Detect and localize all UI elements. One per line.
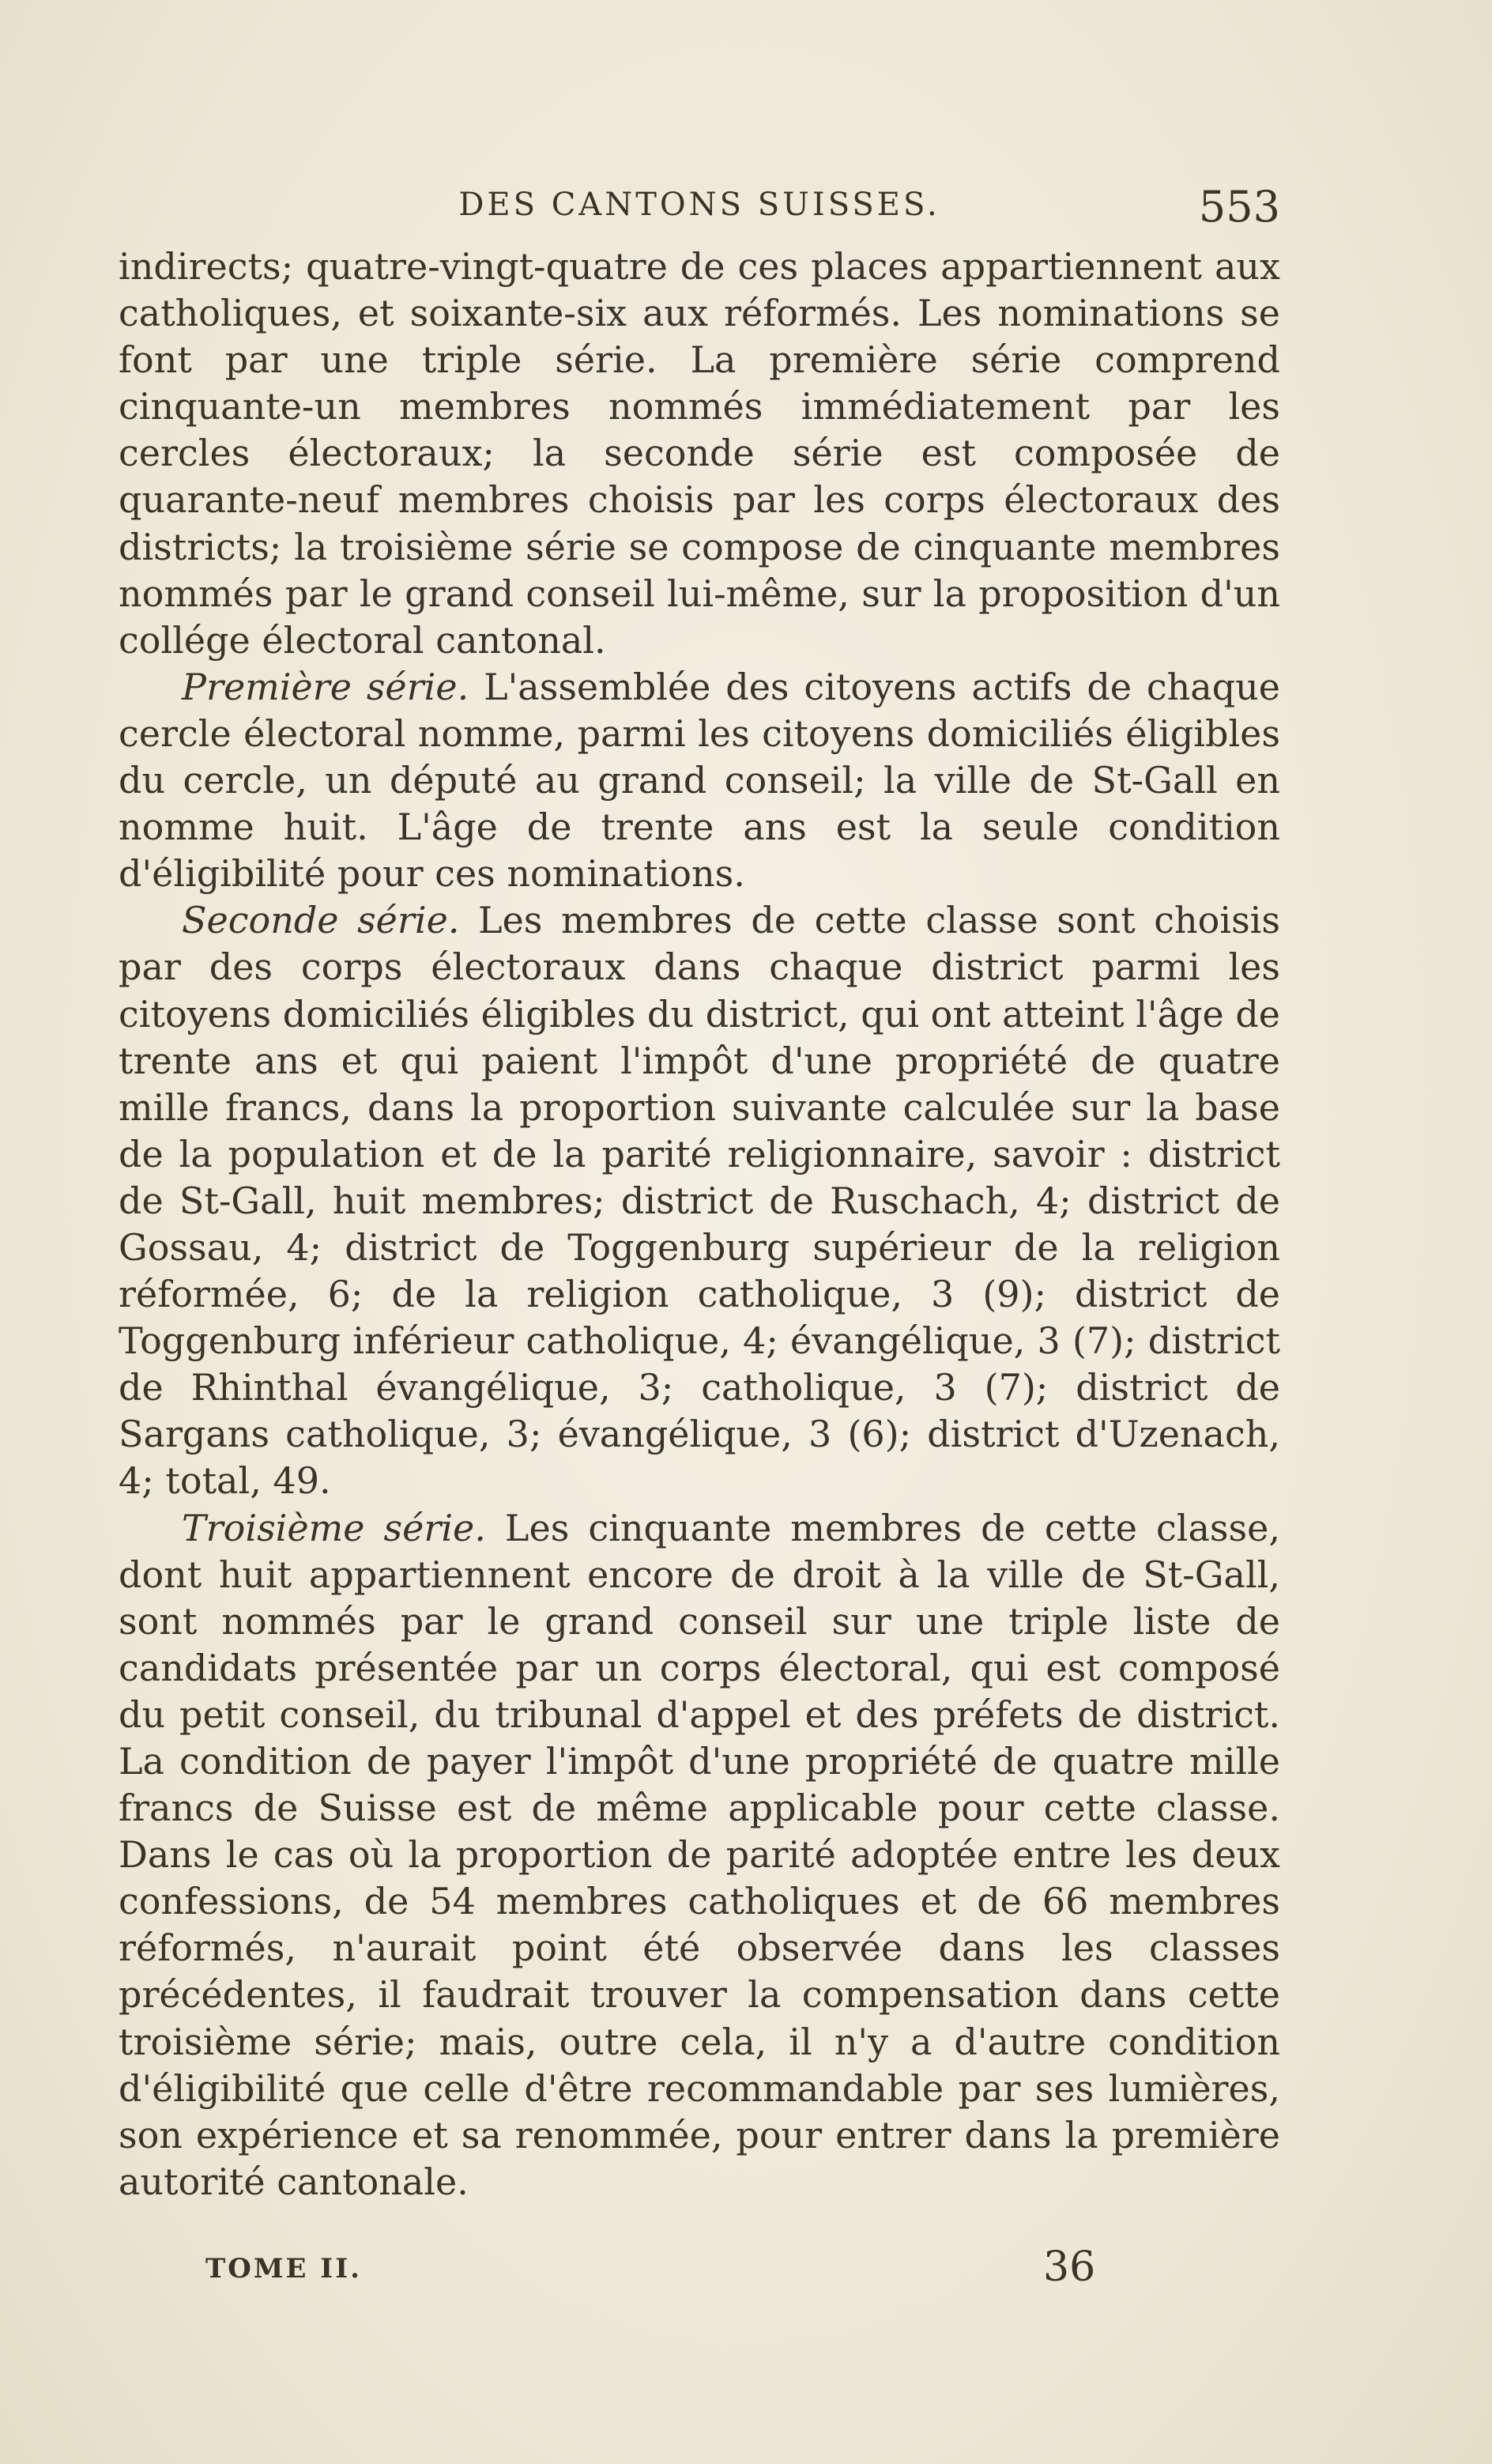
signature-number: 36 bbox=[1043, 2243, 1096, 2291]
paragraph-premiere-serie bbox=[119, 664, 1280, 897]
page-number: 553 bbox=[1198, 182, 1280, 232]
paragraph-troisieme-serie bbox=[119, 1505, 1280, 2206]
paragraph-seconde-serie bbox=[119, 897, 1280, 1504]
page-footer bbox=[119, 2243, 1280, 2299]
paragraph-continuation: indirects; quatre-vingt-quatre de ces places appartiennent aux catholiques, et soixante-six aux réformés. Les nominations se font par une triple série. La première série comprend cinquante-un membres nommés immédiatement par les cercles électoraux; la seconde série est composée de quarante-neuf membres choisis par les corps électoraux des districts; la troisième série se compose de cinquante membres nommés par le grand conseil lui-même, sur la proposition d'un collége électoral cantonal. bbox=[119, 245, 1280, 662]
section-label-troisieme-serie: Troisième série. bbox=[182, 1506, 486, 1549]
section-label-seconde-serie: Seconde série. bbox=[182, 899, 460, 942]
paragraph-text: Les cinquante membres de cette classe, dont huit appartiennent encore de droit à la ville de St-Gall, sont nommés par le grand conseil sur une triple liste de candidats présentée par un corps électoral, qui est composé du petit conseil, du tribunal d'appel et des préfets de district. La condition de payer l'impôt d'une propriété de quatre mille francs de Suisse est de même applicable pour cette classe. Dans le cas où la proportion de parité adoptée entre les deux confessions, de 54 membres catholiques et de 66 membres réformés, n'aurait point été observée dans les classes précédentes, il faudrait trouver la compensation dans cette troisième série; mais, outre cela, il n'y a d'autre condition d'éligibilité que celle d'être recommandable par ses lumières, son expérience et sa renommée, pour entrer dans la première autorité cantonale. bbox=[119, 1506, 1280, 2203]
running-head bbox=[119, 182, 1280, 242]
running-title: DES CANTONS SUISSES. bbox=[458, 187, 940, 223]
body-text bbox=[119, 243, 1280, 2206]
section-label-premiere-serie: Première série. bbox=[182, 665, 469, 708]
paragraph-text: Les membres de cette classe sont choisis par des corps électoraux dans chaque district parmi les citoyens domiciliés éligibles du district, qui ont atteint l'âge de trente ans et qui paient l'impôt d'une propriété de quatre mille francs, dans la proportion suivante calculée sur la base de la population et de la parité religionnaire, savoir : district de St-Gall, huit membres; district de Ruschach, 4; district de Gossau, 4; district de Toggenburg supérieur de la religion réformée, 6; de la religion catholique, 3 (9); district de Toggenburg inférieur catholique, 4; évangélique, 3 (7); district de Rhinthal évangélique, 3; catholique, 3 (7); district de Sargans catholique, 3; évangélique, 3 (6); district d'Uzenach, 4; total, 49. bbox=[119, 899, 1280, 1503]
signature-mark: TOME II. bbox=[205, 2253, 362, 2285]
paragraph-text: L'assemblée des citoyens actifs de chaque cercle électoral nomme, parmi les citoyens domiciliés éligibles du cercle, un député au grand conseil; la ville de St-Gall en nomme huit. L'âge de trente ans est la seule condition d'éligibilité pour ces nominations. bbox=[119, 665, 1280, 896]
